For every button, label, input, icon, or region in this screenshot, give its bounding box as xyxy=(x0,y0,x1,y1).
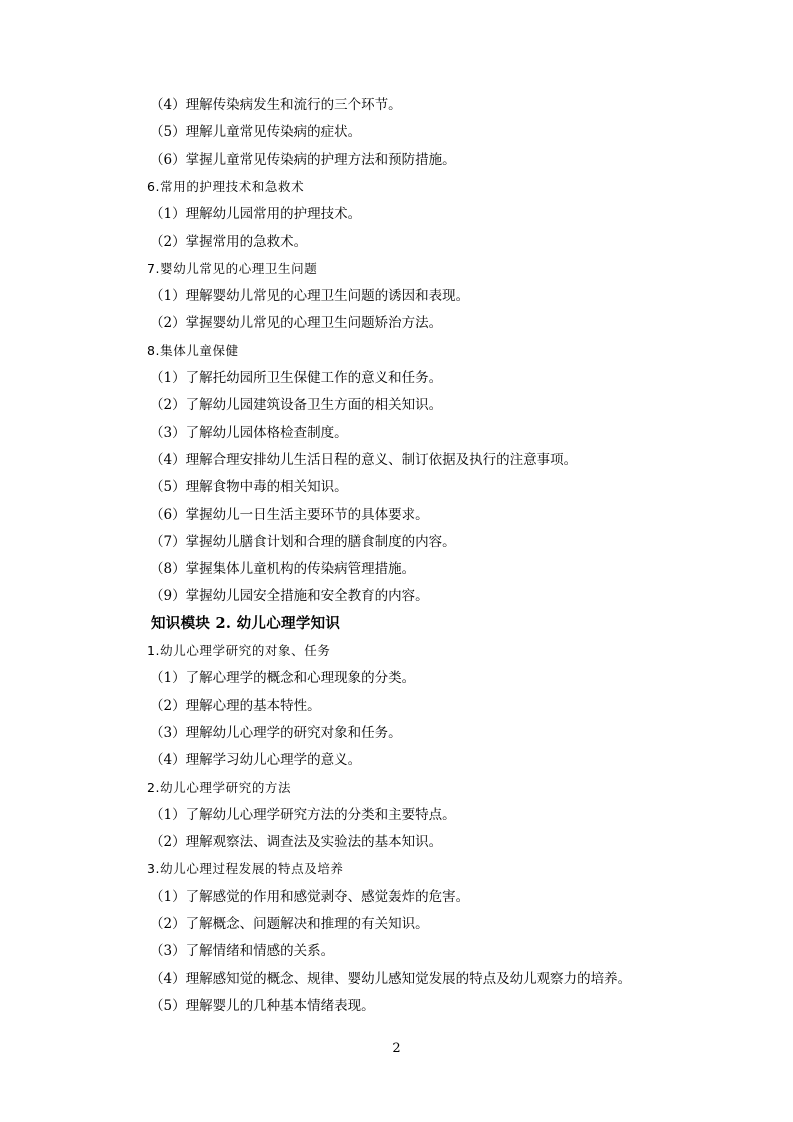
list-item: （2）了解概念、问题解决和推理的有关知识。 xyxy=(150,916,429,932)
list-item: （2）理解观察法、调查法及实验法的基本知识。 xyxy=(150,834,443,851)
section-heading: 6.常用的护理技术和急救术 xyxy=(147,178,305,194)
list-item: （2）理解心理的基本特性。 xyxy=(150,697,321,714)
list-item: （4）理解传染病发生和流行的三个环节。 xyxy=(150,97,402,113)
list-item: （6）掌握儿童常见传染病的护理方法和预防措施。 xyxy=(150,151,456,168)
list-item: （1）理解婴幼儿常见的心理卫生问题的诱因和表现。 xyxy=(150,288,470,305)
list-item: （4）理解合理安排幼儿生活日程的意义、制订依据及执行的注意事项。 xyxy=(150,451,578,468)
list-item: （6）掌握幼儿一日生活主要环节的具体要求。 xyxy=(150,506,429,523)
list-item: （8）掌握集体儿童机构的传染病管理措施。 xyxy=(150,561,416,578)
list-item: （4）理解学习幼儿心理学的意义。 xyxy=(150,752,362,769)
list-item: （1）了解幼儿心理学研究方法的分类和主要特点。 xyxy=(150,806,456,823)
section-heading: 2.幼儿心理学研究的方法 xyxy=(147,779,292,795)
list-item: （5）理解儿童常见传染病的症状。 xyxy=(150,124,362,141)
list-item: （4）理解感知觉的概念、规律、婴幼儿感知觉发展的特点及幼儿观察力的培养。 xyxy=(150,970,632,987)
list-item: （9）掌握幼儿园安全措施和安全教育的内容。 xyxy=(150,588,429,605)
module-heading: 知识模块 2. 幼儿心理学知识 xyxy=(151,614,341,632)
section-heading: 1.幼儿心理学研究的对象、任务 xyxy=(147,643,331,658)
list-item: （5）理解食物中毒的相关知识。 xyxy=(150,479,348,496)
list-item: （5）理解婴儿的几种基本情绪表现。 xyxy=(150,997,375,1014)
page-number: 2 xyxy=(392,1041,401,1056)
section-heading: 3.幼儿心理过程发展的特点及培养 xyxy=(147,861,344,877)
list-item: （7）掌握幼儿膳食计划和合理的膳食制度的内容。 xyxy=(150,533,456,550)
list-item: （3）了解幼儿园体格检查制度。 xyxy=(150,424,348,441)
list-item: （1）了解心理学的概念和心理现象的分类。 xyxy=(150,670,416,687)
section-heading: 7.婴幼儿常见的心理卫生问题 xyxy=(147,260,318,276)
section-heading: 8.集体儿童保健 xyxy=(147,342,239,358)
list-item: （1）理解幼儿园常用的护理技术。 xyxy=(150,206,362,223)
list-item: （2）掌握婴幼儿常见的心理卫生问题矫治方法。 xyxy=(150,315,443,332)
list-item: （2）了解幼儿园建筑设备卫生方面的相关知识。 xyxy=(150,397,443,414)
list-item: （3）理解幼儿心理学的研究对象和任务。 xyxy=(150,724,402,741)
list-item: （3）了解情绪和情感的关系。 xyxy=(150,943,335,960)
list-item: （1）了解托幼园所卫生保健工作的意义和任务。 xyxy=(150,370,443,386)
list-item: （2）掌握常用的急救术。 xyxy=(150,233,308,250)
list-item: （1）了解感觉的作用和感觉剥夺、感觉轰炸的危害。 xyxy=(150,888,470,905)
